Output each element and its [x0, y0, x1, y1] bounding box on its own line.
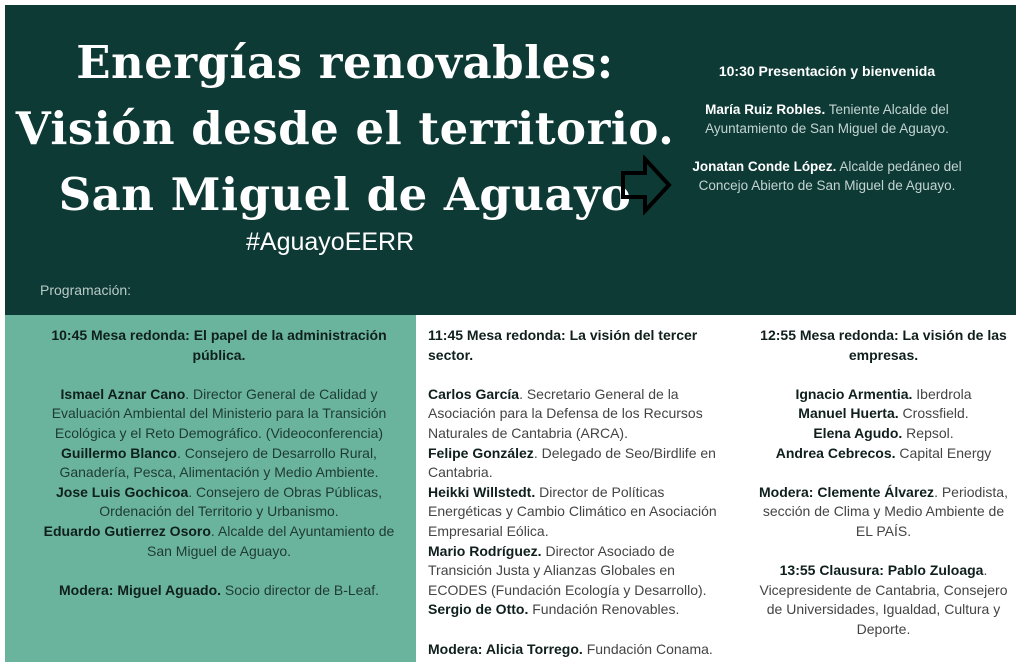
panel-entry [756, 444, 1011, 464]
closing-name: 13:55 Clausura: Pablo Zuloaga [779, 562, 984, 579]
entry-role: . Director General de Calidad y Evaluación Ambiental del Ministerio para la Transición Ecológica y el Reto Demográfico. (Videoconferencia) [51, 385, 387, 441]
opening-schedule [672, 62, 982, 214]
panel-entry [428, 483, 728, 542]
closing-session [756, 561, 1011, 639]
panel-administration [38, 318, 400, 600]
panel-heading: 10:45 Mesa redonda: El papel de la administración pública. [51, 327, 387, 363]
hashtag: #AguayoEERR [246, 228, 415, 256]
entry-name: Guillermo Blanco [61, 444, 177, 461]
moderator-role: Socio director de B-Leaf. [221, 581, 380, 598]
panel-moderator [38, 581, 400, 601]
panel-entry [38, 483, 400, 522]
entry-role: . Consejero de Obras Públicas, Ordenación del Territorio y Urbanismo. [99, 483, 383, 520]
entry-name: Felipe González [428, 444, 534, 461]
entry-role: . Alcalde del Ayuntamiento de San Miguel de Aguayo. [147, 522, 395, 559]
panel-companies [756, 318, 1011, 640]
panel-entry [756, 424, 1011, 444]
entry-role: Fundación Renovables. [528, 601, 680, 618]
title-line-3: San Miguel de Aguayo [58, 168, 632, 221]
entry-name: Jose Luis Gochicoa [55, 483, 189, 500]
speaker-name: María Ruiz Robles. [705, 102, 826, 117]
right-arrow-icon [620, 155, 672, 215]
speaker-role: Teniente Alcalde del Ayuntamiento de San Miguel de Aguayo. [705, 102, 949, 136]
title-line-2: Visión desde el territorio. [15, 102, 675, 155]
entry-role: Director de Políticas Energéticas y Cambio Climático en Asociación Empresarial Eólica. [428, 483, 717, 539]
moderator-role: . Periodista, sección de Clima y Medio Ambiente de EL PAÍS. [762, 483, 1008, 539]
entry-role: . Delegado de Seo/Birdlife en Cantabria. [428, 444, 716, 481]
entry-name: Manuel Huerta. [798, 405, 899, 422]
entry-role: Repsol. [902, 424, 954, 441]
entry-role: Director Asociado de Transición Justa y Alianzas Globales en ECODES (Fundación Ecología y Desarrollo). [428, 542, 707, 598]
title-line-1: Energías renovables: [76, 36, 614, 89]
opening-speaker [672, 100, 982, 138]
entry-role: . Secretario General de la Asociación para la Defensa de los Recursos Naturales de Cantabria (ARCA). [428, 385, 703, 441]
panel-entry [756, 404, 1011, 424]
panel-entry [428, 385, 728, 444]
panel-entry [38, 385, 400, 444]
opening-speaker [672, 157, 982, 195]
panel-moderator [428, 640, 728, 660]
entry-role: Capital Energy [895, 444, 992, 461]
panel-entry [38, 444, 400, 483]
entry-name: Mario Rodríguez. [428, 542, 542, 559]
panel-entry [428, 542, 728, 601]
panel-heading: 11:45 Mesa redonda: La visión del tercer sector. [428, 327, 698, 363]
entry-name: Sergio de Otto. [428, 601, 529, 618]
moderator-name: Modera: Miguel Aguado. [58, 581, 222, 598]
entry-role: Crossfield. [898, 405, 969, 422]
panel-third-sector [428, 318, 728, 659]
panel-moderator [756, 483, 1011, 542]
panel-entry [38, 522, 400, 561]
moderator-name: Modera: Clemente Álvarez [759, 483, 935, 500]
event-title [0, 30, 690, 228]
entry-name: Heikki Willstedt. [428, 483, 536, 500]
panel-entry [428, 444, 728, 483]
opening-time: 10:30 Presentación y bienvenida [718, 63, 936, 79]
entry-name: Ignacio Armentia. [795, 385, 913, 402]
entry-name: Andrea Cebrecos. [775, 444, 896, 461]
entry-role: . Consejero de Desarrollo Rural, Ganadería, Pesca, Alimentación y Medio Ambiente. [59, 444, 379, 481]
program-label: Programación: [40, 282, 132, 298]
moderator-role: Fundación Conama. [582, 640, 713, 657]
speaker-name: Jonatan Conde López. [692, 159, 837, 174]
entry-name: Carlos García [428, 385, 520, 402]
panel-entry [428, 600, 728, 620]
panel-heading: 12:55 Mesa redonda: La visión de las empresas. [760, 327, 1007, 363]
entry-name: Ismael Aznar Cano [60, 385, 186, 402]
panel-entry [756, 385, 1011, 405]
entry-role: Iberdrola [912, 385, 972, 402]
moderator-name: Modera: Alicia Torrego. [428, 640, 583, 657]
entry-name: Eduardo Gutierrez Osoro [43, 522, 211, 539]
entry-name: Elena Agudo. [813, 424, 903, 441]
speaker-role: Alcalde pedáneo del Concejo Abierto de San Miguel de Aguayo. [698, 159, 962, 193]
closing-role: . Vicepresidente de Cantabria, Consejero de Universidades, Igualdad, Cultura y Deporte. [759, 562, 1008, 637]
